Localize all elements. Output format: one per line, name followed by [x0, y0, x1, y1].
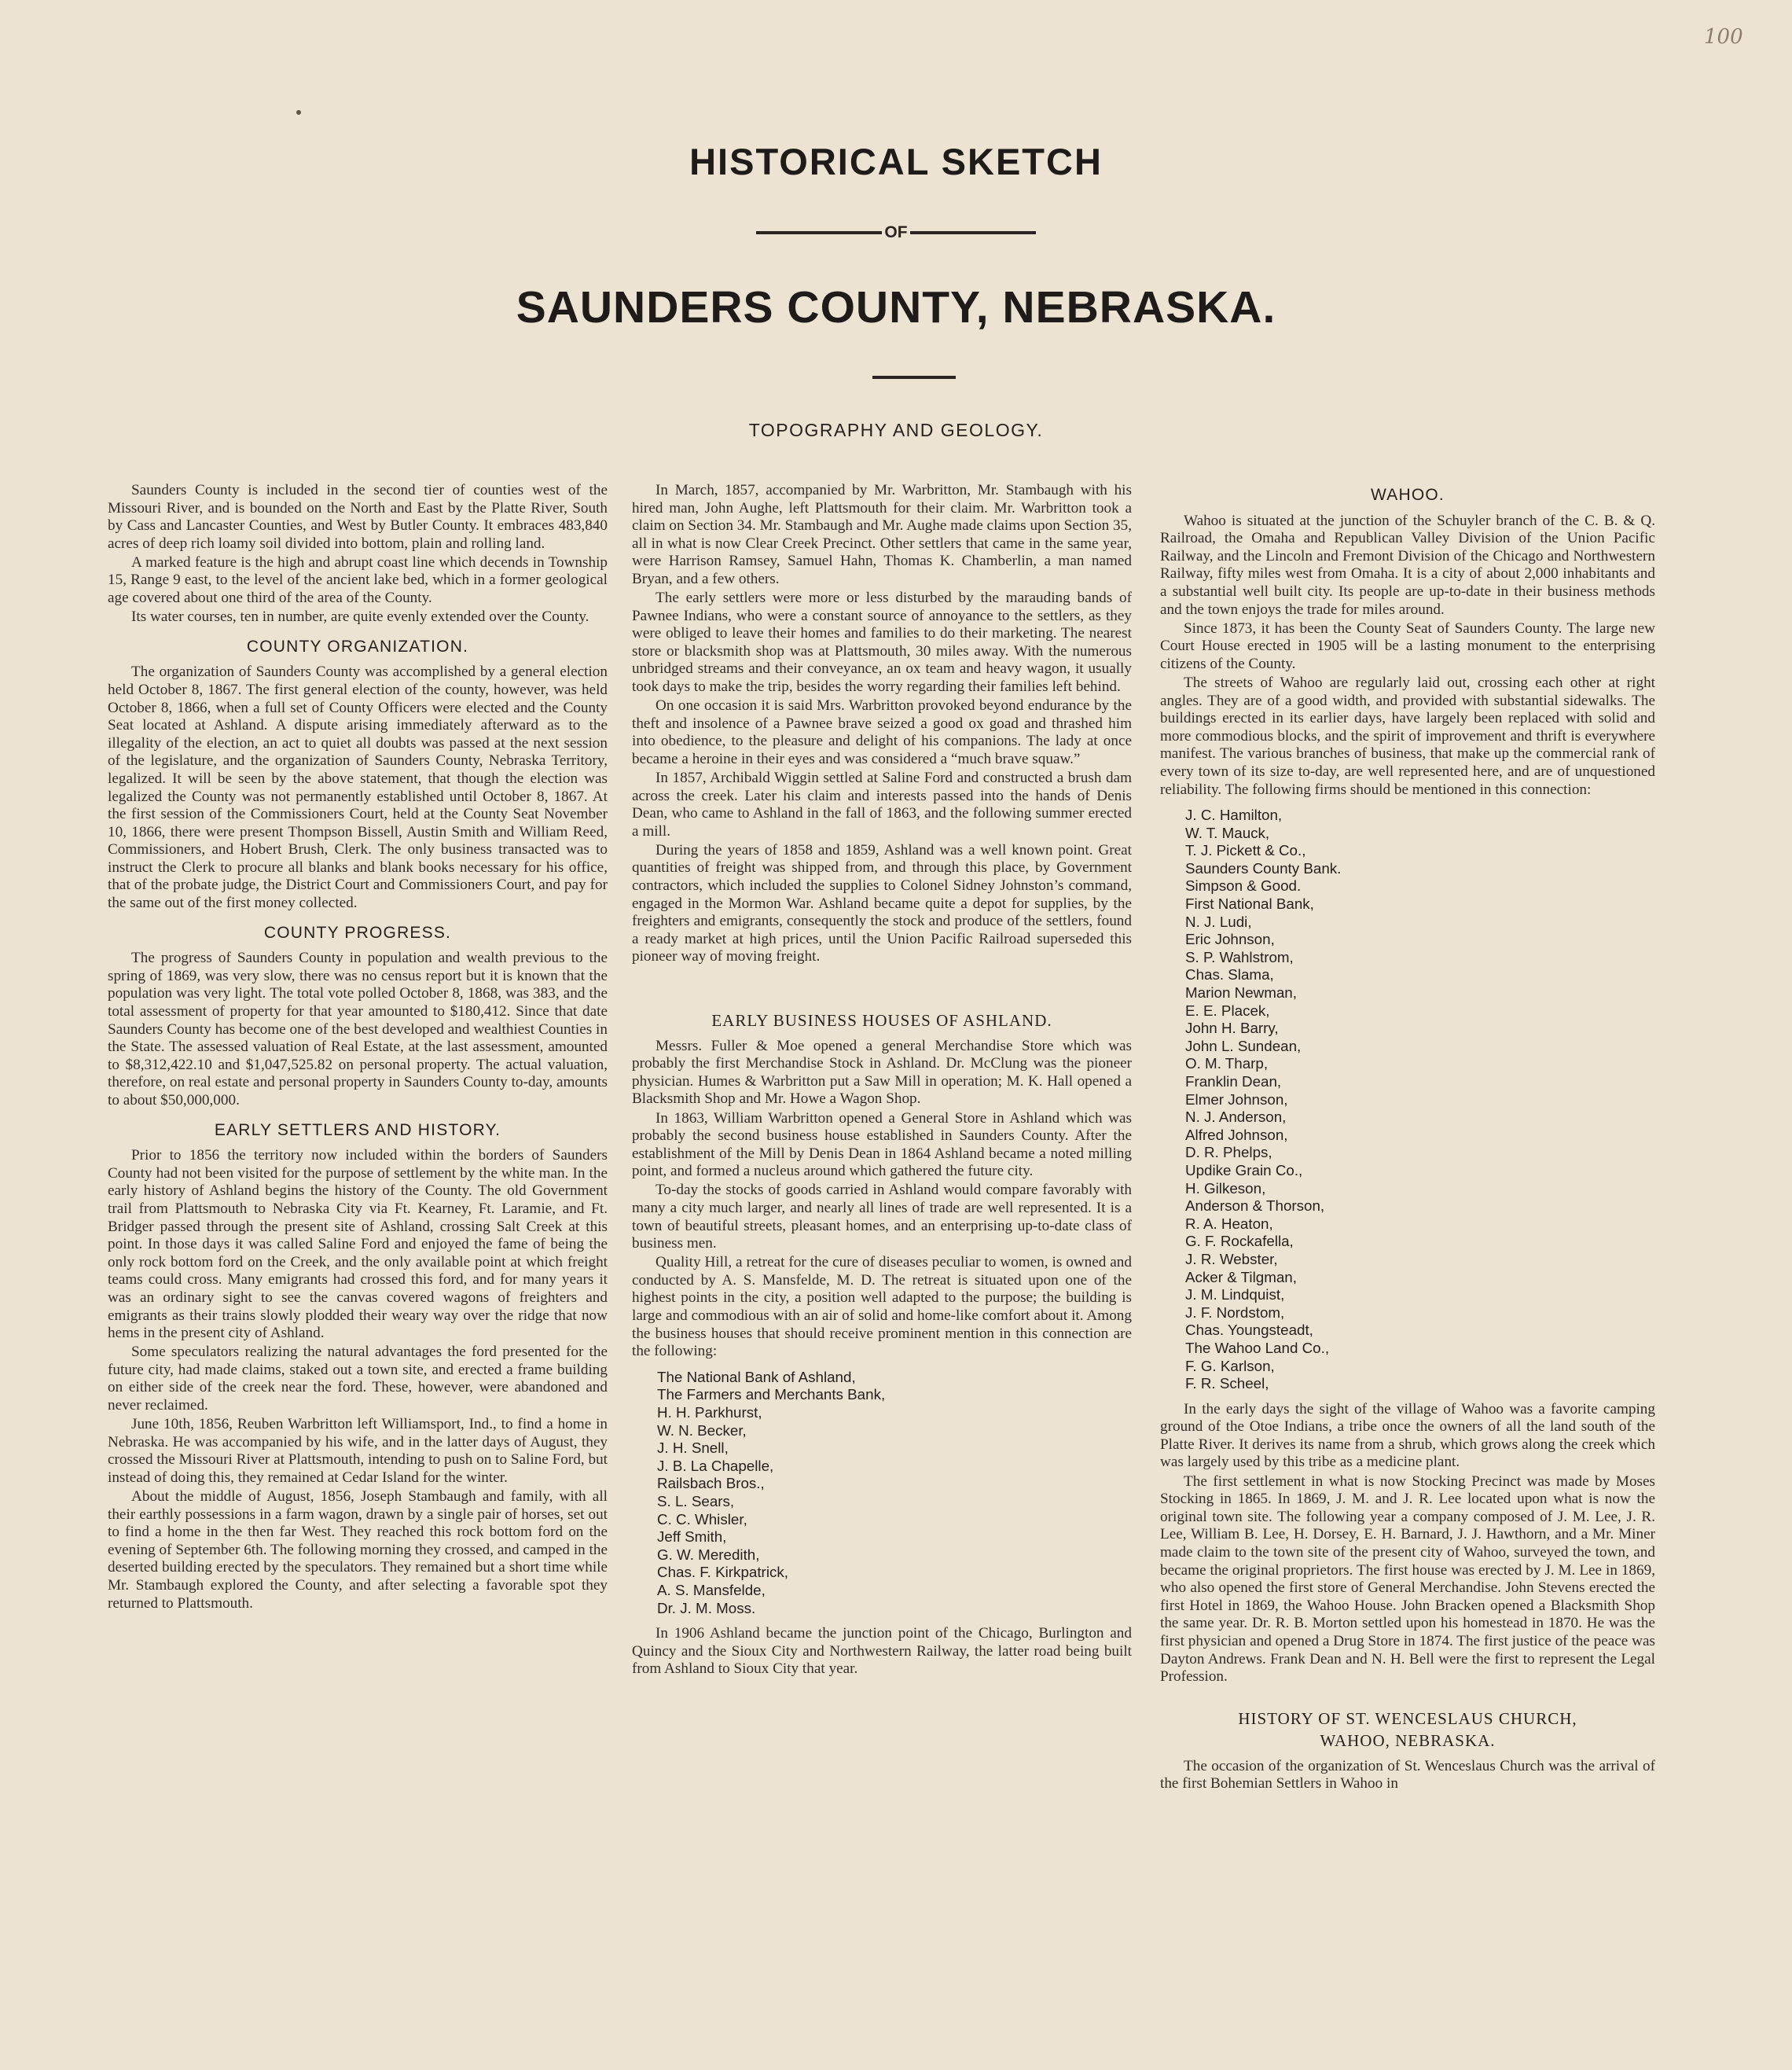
paragraph: In 1863, William Warbritton opened a General Store in Ashland which was probably the second business house established in Saunders County. After the establishment of the Mill by Denis Dean in 1864 Ashland became a noted milling point, and formed a nucleus around which gathered the future city. [632, 1109, 1132, 1180]
paragraph: The progress of Saunders County in population and wealth previous to the spring of 1869, was very slow, there was no census report but it is known that the population was very light. The total vote polled October 8, 1868, was 383, and the total assessment of property for that year amounted to $180,412. Since that date Saunders County has become one of the best developed and wealthiest Counties in the State. The assessed valuation of Real Estate, at the last assessment, amounted to $8,312,422.10 and $1,047,525.82 on personal property. The actual valuation, therefore, on real estate and personal property in Saunders County to-day, amounts to about $50,000,000. [108, 950, 608, 1109]
list-item: H. H. Parkhurst, [657, 1404, 762, 1421]
list-item: Chas. Youngsteadt, [1185, 1322, 1313, 1339]
ashland-firm-list [657, 1369, 1132, 1617]
paragraph: The early settlers were more or less disturbed by the marauding bands of Pawnee Indians, who were a constant source of annoyance to the settlers, as they were obliged to leave their homes and families to do their marketing. The nearest store or blacksmith shop was at Plattsmouth, 30 miles away. With the numerous unbridged streams and their conveyance, an ox team and heavy wagon, it usually took days to make the trip, besides the worry regarding their families left behind. [632, 590, 1132, 696]
paragraph: To-day the stocks of goods carried in Ashland would compare favorably with many a city much larger, and nearly all lines of trade are well represented. It is a town of beautiful streets, pleasant homes, and an enterprising up-to-date class of business men. [632, 1182, 1132, 1252]
paragraph: The occasion of the organization of St. Wenceslaus Church was the arrival of the first Bohemian Settlers in Wahoo in [1160, 1757, 1655, 1792]
list-item: R. A. Heaton, [1185, 1215, 1273, 1232]
paragraph: Some speculators realizing the natural advantages the ford presented for the future city, had made claims, staked out a town site, and erected a frame building on either side of the creek near the ford. These, however, were abandoned and never reclaimed. [108, 1344, 608, 1414]
list-item: J. C. Hamilton, [1185, 807, 1283, 824]
paragraph: In March, 1857, accompanied by Mr. Warbritton, Mr. Stambaugh with his hired man, John Aughe, left Plattsmouth for their claim. Mr. Warbritton took a claim on Section 34. Mr. Stambaugh and Mr. Aughe made claims upon Section 35, all in what is now Clear Creek Precinct. Other settlers that came in the same year, were Harrison Ramsey, Samuel Hahn, Thomas K. Chamberlin, a man named Bryan, and a few others. [632, 482, 1132, 587]
topography-heading: TOPOGRAPHY AND GEOLOGY. [748, 420, 1044, 440]
column-middle [632, 482, 1132, 1679]
county-title: SAUNDERS COUNTY, NEBRASKA. [516, 282, 1276, 333]
list-item: N. J. Anderson, [1185, 1109, 1287, 1126]
list-item: The National Bank of Ashland, [657, 1368, 856, 1385]
list-item: W. T. Mauck, [1185, 824, 1270, 841]
list-item: The Farmers and Merchants Bank, [657, 1386, 886, 1403]
wahoo-firm-list [1185, 807, 1655, 1393]
list-item: Saunders County Bank. [1185, 859, 1342, 877]
list-item: J. H. Snell, [657, 1439, 729, 1457]
title-divider [872, 376, 956, 379]
paragraph: In 1857, Archibald Wiggin settled at Saline Ford and constructed a brush dam across the creek. Later his claim and interests passed into the hands of Denis Dean, who came to Ashland in the fall of 1863, and the following summer erected a mill. [632, 770, 1132, 840]
paragraph: Since 1873, it has been the County Seat of Saunders County. The large new Court House erected in 1905 will be a lasting monument to the enterprising citizens of the County. [1160, 620, 1655, 672]
list-item: John L. Sundean, [1185, 1037, 1302, 1054]
list-item: N. J. Ludi, [1185, 913, 1252, 930]
list-item: E. E. Placek, [1185, 1002, 1270, 1019]
list-item: First National Bank, [1185, 895, 1314, 913]
paragraph: Messrs. Fuller & Moe opened a general Merchandise Store which was probably the first Merchandise Stock in Ashland. Dr. McClung was the pioneer physician. Humes & Warbritton put a Saw Mill in operation; M. K. Hall opened a Blacksmith Shop and Mr. Howe a Wagon Shop. [632, 1037, 1132, 1108]
list-item: Chas. F. Kirkpatrick, [657, 1564, 788, 1581]
paragraph: Quality Hill, a retreat for the cure of diseases peculiar to women, is owned and conducted by A. S. Mansfelde, M. D. The retreat is situated upon one of the highest points in the city, a position well adapted to the purpose; the building is large and commodious with an air of solid and home-like comfort about it. Among the business houses that should receive prominent mention in this connection are the following: [632, 1254, 1132, 1360]
wahoo-heading: WAHOO. [1371, 486, 1445, 504]
list-item: Acker & Tilgman, [1185, 1268, 1297, 1285]
main-title: HISTORICAL SKETCH [689, 141, 1103, 182]
paragraph: A marked feature is the high and abrupt coast line which decends in Township 15, Range 9 east, to the level of the ancient lake bed, which in a former geological age covered about one third of the area of the County. [108, 553, 608, 607]
paragraph: Wahoo is situated at the junction of the Schuyler branch of the C. B. & Q. Railroad, the Omaha and Republican Valley Division of the Union Pacific Railway, and the Lincoln and Fremont Division of the Chicago and Northwestern Railway, fifty miles west from Omaha. It is a city of about 2,000 inhabitants and a substantial well built city. Its people are up-to-date in their business methods and the town enjoys the trade for miles around. [1160, 512, 1655, 618]
list-item: Franklin Dean, [1185, 1073, 1282, 1090]
church-heading: HISTORY OF ST. WENCESLAUS CHURCH, [1238, 1708, 1577, 1728]
list-item: Dr. J. M. Moss. [657, 1599, 756, 1616]
list-item: J. R. Webster, [1185, 1250, 1278, 1267]
list-item: Anderson & Thorson, [1185, 1197, 1325, 1215]
church-subheading: WAHOO, NEBRASKA. [1320, 1731, 1496, 1751]
county-organization-heading: COUNTY ORGANIZATION. [246, 637, 469, 656]
list-item: Chas. Slama, [1185, 966, 1274, 984]
county-progress-heading: COUNTY PROGRESS. [263, 923, 452, 942]
column-right [1160, 482, 1655, 1795]
paragraph: On one occasion it is said Mrs. Warbritton provoked beyond endurance by the theft and insolence of a Pawnee brave seized a good ox goad and thrashed him into obedience, to the pleasure and delight of his companions. The lady at once became a heroine in their eyes and was considered a “much brave squaw.” [632, 697, 1132, 767]
list-item: John H. Barry, [1185, 1020, 1279, 1037]
list-item: A. S. Mansfelde, [657, 1581, 766, 1598]
column-left [108, 482, 608, 1614]
paragraph: In 1906 Ashland became the junction point of the Chicago, Burlington and Quincy and the Sioux City and Northwestern Railway, the latter road being built from Ashland to Sioux City that year. [632, 1625, 1132, 1678]
paragraph: During the years of 1858 and 1859, Ashland was a well known point. Great quantities of freight was shipped from, and through this place, by Government contractors, which included the supplies to Colonel Sidney Johnston’s command, engaged in the Mormon War. Ashland became quite a depot for supplies, by the freighters and emigrants, consequently the stock and produce of the settlers, found a ready market at high prices, until the Union Pacific Railroad superseded this pioneer way of moving freight. [632, 841, 1132, 965]
list-item: F. G. Karlson, [1185, 1357, 1275, 1374]
title-connector [0, 223, 1792, 242]
list-item: Railsbach Bros., [657, 1475, 765, 1492]
list-item: H. Gilkeson, [1185, 1179, 1266, 1197]
paragraph: Prior to 1856 the territory now included within the borders of Saunders County had not been visited for the purpose of settlement by the white man. In the early history of Ashland begins the history of the County. The old Government trail from Plattsmouth to Nebraska City via Ft. Kearney, Ft. Laramie, and Ft. Bridger passed through the present site of Ashland, crossing Salt Creek at this point. In those days it was called Saline Ford and enjoyed the fame of being the only rock bottom ford on the Creek, and the only available point at which freight teams could cross. Many emigrants had crossed this ford, and for many years it was an ordinary sight to see the canvas covered wagons of freighters and emigrants as their trains slowly plodded their weary way over the ridge that now hems in the present city of Ashland. [108, 1147, 608, 1342]
list-item: G. W. Meredith, [657, 1546, 760, 1563]
paragraph: In the early days the sight of the village of Wahoo was a favorite camping ground of the Otoe Indians, a tribe once the owners of all the land south of the Platte River. It derives its name from a shrub, which grows along the creek which was largely used by this tribe as a medicine plant. [1160, 1400, 1655, 1471]
list-item: The Wahoo Land Co., [1185, 1339, 1330, 1356]
list-item: F. R. Scheel, [1185, 1375, 1269, 1392]
connector-word: OF [884, 223, 908, 241]
list-item: T. J. Pickett & Co., [1185, 842, 1306, 859]
list-item: Alfred Johnson, [1185, 1126, 1288, 1143]
paragraph: The organization of Saunders County was accomplished by a general election held October 8, 1867. The first general election of the county, however, was held October 8, 1866, when a full set of County Officers were elected and the County Seat located at Ashland. A dispute arising immediately afterward as to the illegality of the election, an act to quiet all doubts was passed at the next session of the legislature, and the organization of Saunders County, Nebraska Territory, legalized. It will be seen by the above statement, that though the election was legalized the County was not permanently established until October 8, 1867. At the first session of the Commissioners Court, held at the County Seat November 10, 1866, there were present Thompson Bissell, Austin Smith and William Reed, Commissioners, and Hobert Brush, Clerk. The only business transacted was to instruct the Clerk to procure all blanks and blank books necessary for his office, that of the probate judge, the District Court and Commissioners Court, and pay for the same out of the first money collected. [108, 664, 608, 912]
early-business-heading: EARLY BUSINESS HOUSES OF ASHLAND. [711, 1011, 1052, 1031]
paragraph: The first settlement in what is now Stocking Precinct was made by Moses Stocking in 1865. In 1869, J. M. and J. R. Lee located upon what is now the original town site. The following year a company composed of J. M. Lee, J. R. Lee, William B. Lee, H. Dorsey, E. H. Barnard, J. J. Hawthorn, and a Mr. Miner made claim to the town site of the present city of Wahoo, surveyed the town, and became the original proprietors. The first house was erected by J. M. Lee in 1869, who also opened the first store of General Merchandise. John Stevens erected the first Hotel in 1869, the Wahoo House. John Bracken opened a Blacksmith Shop the same year. Dr. R. B. Morton settled upon his homestead in 1870. He was the first physician and opened a Drug Store in 1874. The first justice of the peace was Dayton Andrews. Frank Dean and N. H. Bell were the first to represent the Legal Profession. [1160, 1473, 1655, 1686]
connector-rule-right [910, 231, 1036, 234]
list-item: Updike Grain Co., [1185, 1161, 1303, 1178]
list-item: J. F. Nordstom, [1185, 1303, 1285, 1321]
list-item: S. P. Wahlstrom, [1185, 948, 1294, 965]
list-item: O. M. Tharp, [1185, 1055, 1269, 1072]
list-item: Marion Newman, [1185, 984, 1297, 1002]
list-item: J. M. Lindquist, [1185, 1286, 1285, 1303]
early-settlers-heading: EARLY SETTLERS AND HISTORY. [214, 1120, 501, 1139]
list-item: Simpson & Good. [1185, 877, 1302, 895]
paragraph: Its water courses, ten in number, are quite evenly extended over the County. [131, 608, 589, 626]
list-item: Eric Johnson, [1185, 931, 1275, 948]
ink-speck [296, 110, 301, 115]
paragraph: June 10th, 1856, Reuben Warbritton left Williamsport, Ind., to find a home in Nebraska. He was accompanied by his wife, and in the latter days of August, they crossed the Missouri River at Plattsmouth, intending to push on to Saline Ford, but instead of doing this, they remained at Cedar Island for the winter. [108, 1416, 608, 1486]
list-item: S. L. Sears, [657, 1492, 735, 1509]
connector-rule-left [756, 231, 882, 234]
list-item: J. B. La Chapelle, [657, 1457, 774, 1474]
paragraph: The streets of Wahoo are regularly laid out, crossing each other at right angles. They are of a good width, and provided with substantial sidewalks. The buildings erected in its earlier days, have largely been replaced with solid and more commodious blocks, and the spirit of improvement and thrift is everywhere manifest. The various branches of business, that make up the commercial rank of every town of its size to-day, are well represented here, and are of unquestioned reliability. The following firms should be mentioned in this connection: [1160, 674, 1655, 798]
list-item: C. C. Whisler, [657, 1510, 747, 1528]
list-item: Jeff Smith, [657, 1528, 727, 1546]
page-number-note: 100 [1704, 25, 1743, 49]
list-item: D. R. Phelps, [1185, 1144, 1272, 1161]
list-item: Elmer Johnson, [1185, 1090, 1288, 1108]
list-item: G. F. Rockafella, [1185, 1233, 1294, 1250]
list-item: W. N. Becker, [657, 1421, 747, 1439]
paragraph: About the middle of August, 1856, Joseph Stambaugh and family, with all their earthly possessions in a farm wagon, drawn by a single pair of horses, set out to find a home in the then far West. They reached this rock bottom ford on the evening of September 6th. The following morning they crossed, and camped in the deserted building erected by the speculators. They remained but a short time while Mr. Stambaugh explored the County, and after selecting a favorable spot they returned to Plattsmouth. [108, 1487, 608, 1612]
paragraph: Saunders County is included in the second tier of counties west of the Missouri River, and is bounded on the North and East by the Platte River, South by Cass and Lancaster Counties, and West by Butler County. It embraces 483,840 acres of deep rich loamy soil divided into bottom, plain and rolling land. [108, 482, 608, 552]
